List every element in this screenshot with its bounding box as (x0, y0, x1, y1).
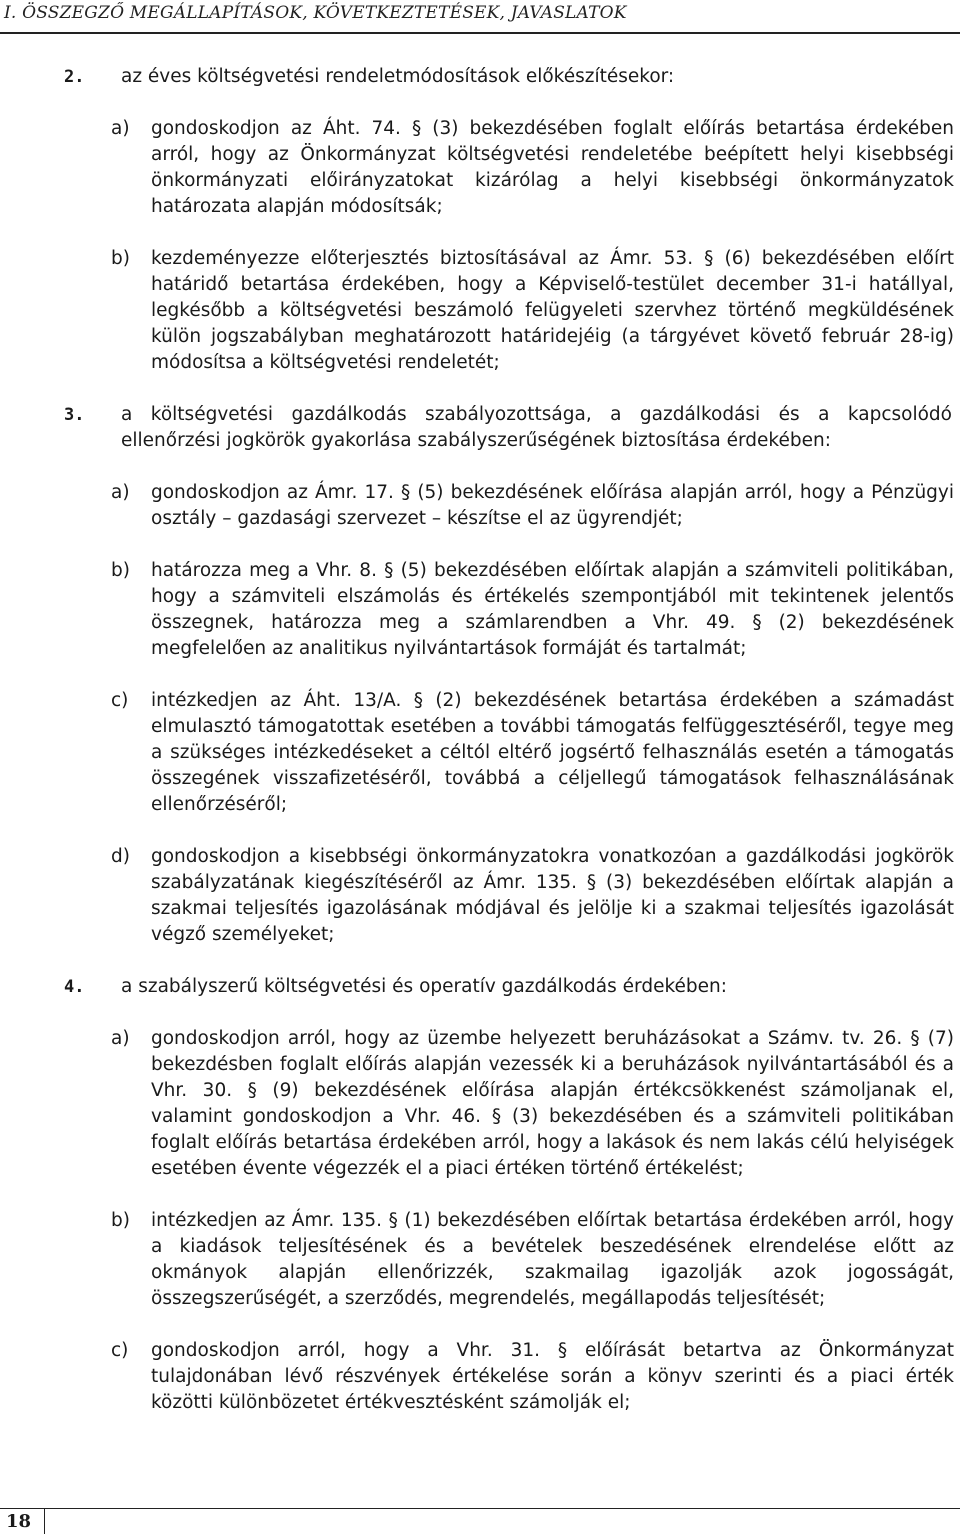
item-letter: a) (111, 482, 130, 503)
section-number: 3. (64, 405, 85, 425)
item-text: gondoskodjon arról, hogy a Vhr. 31. § előírását betartva az Önkormányzat tulajdonában lévő részvények értékelése során a könyv szerinti és a piaci érték közötti különbözetet értékvesztésként számolják el; (151, 1340, 954, 1413)
list-item (0, 688, 960, 818)
item-text: intézkedjen az Ámr. 135. § (1) bekezdésében előírtak betartása érdekében arról, hogy a kiadások teljesítésének és a bevételek beszedésének elrendelése előtt az okmányok alapján ellenőrizzék, szakmailag igazolják azok jogosságát, összegszerűségét, a szerződés, megrendelés, megállapodás teljesítését; (151, 1210, 954, 1309)
list-item (0, 1026, 960, 1182)
list-item (0, 844, 960, 948)
section-heading: a költségvetési gazdálkodás szabályozottsága, a gazdálkodási és a kapcsolódó ellenőrzési jogkörök gyakorlása szabályszerűségének biztosítása érdekében: (121, 404, 952, 451)
item-letter: a) (111, 118, 130, 139)
item-letter: b) (111, 560, 130, 581)
list-item (0, 1208, 960, 1312)
item-letter: d) (111, 846, 130, 867)
section-number: 2. (64, 67, 85, 87)
item-text: gondoskodjon a kisebbségi önkormányzatokra vonatkozóan a gazdálkodási jogkörök szabályzatának kiegészítéséről az Ámr. 135. § (3) bekezdésében előírtak alapján a szakmai teljesítés igazolásának módjával és jelölje ki a szakmai teljesítés igazolását végző személyeket; (151, 846, 954, 945)
item-letter: c) (111, 690, 129, 711)
list-item (0, 116, 960, 220)
section-4 (0, 974, 960, 1000)
list-item (0, 246, 960, 376)
section-heading: az éves költségvetési rendeletmódosítások előkészítésekor: (121, 66, 675, 87)
section-number: 4. (64, 977, 85, 997)
item-text: gondoskodjon az Áht. 74. § (3) bekezdésében foglalt előírás betartása érdekében arról, hogy az Önkormányzat költségvetési rendeletébe beépített helyi kisebbségi önkormányzati előirányzatokat kizárólag a helyi kisebbségi önkormányzatok határozata alapján módosítsák; (151, 118, 954, 217)
item-text: intézkedjen az Áht. 13/A. § (2) bekezdésének betartása érdekében a számadást elmulasztó támogatottak esetében a további támogatás felfüggesztéséről, tegye meg a szükséges intézkedéseket a céltól eltérő jogsértő felhasználás esetén a támogatás összegének visszafizetéséről, továbbá a céljellegű támogatások felhasználásának ellenőrzéséről; (151, 690, 954, 815)
item-letter: b) (111, 1210, 130, 1231)
item-text: gondoskodjon az Ámr. 17. § (5) bekezdésének előírása alapján arról, hogy a Pénzügyi osztály – gazdasági szervezet – készítse el az ügyrendjét; (151, 482, 954, 529)
item-text: gondoskodjon arról, hogy az üzembe helyezett beruházásokat a Számv. tv. 26. § (7) bekezdésben foglalt előírás alapján vezessék ki a beruházások nyilvántartásából és a Vhr. 30. § (9) bekezdésének előírása alapján értékcsökkenést számoljanak el, valamint gondoskodjon a Vhr. 46. § (3) bekezdésében és a számviteli politikában foglalt előírás betartása érdekében arról, hogy a lakások és nem lakás célú helyiségek esetében évente végezzék el a piaci értéken történő értékelést; (151, 1028, 954, 1179)
list-item (0, 1338, 960, 1416)
header-title: I. ÖSSZEGZŐ MEGÁLLAPÍTÁSOK, KÖVETKEZTETÉSEK, JAVASLATOK (4, 3, 627, 23)
section-3 (0, 402, 960, 454)
item-letter: b) (111, 248, 130, 269)
document-body (0, 64, 960, 1416)
list-item (0, 480, 960, 532)
item-letter: c) (111, 1340, 129, 1361)
page-header (0, 0, 960, 34)
section-2 (0, 64, 960, 90)
list-item (0, 558, 960, 662)
footer-divider (0, 1508, 960, 1509)
page-number: 18 (6, 1511, 32, 1532)
item-letter: a) (111, 1028, 130, 1049)
item-text: határozza meg a Vhr. 8. § (5) bekezdésében előírtak alapján a számviteli politikában, hogy a számviteli elszámolás és értékelés szempontjából mit tekintenek jelentős összegnek, határozza meg a számlarendben a Vhr. 49. § (2) bekezdésének megfelelően az analitikus nyilvántartások formáját és tartalmát; (151, 560, 954, 659)
section-heading: a szabályszerű költségvetési és operatív gazdálkodás érdekében: (121, 976, 727, 997)
item-text: kezdeményezze előterjesztés biztosításával az Ámr. 53. § (6) bekezdésében előírt határidő betartása érdekében, hogy a Képviselő-testület december 31-i hatállyal, legkésőbb a költségvetési beszámoló felügyeleti szervhez történő megküldésének külön jogszabályban meghatározott határidejéig (a tárgyévet követő február 28-ig) módosítsa a költségvetési rendeletét; (151, 248, 954, 373)
